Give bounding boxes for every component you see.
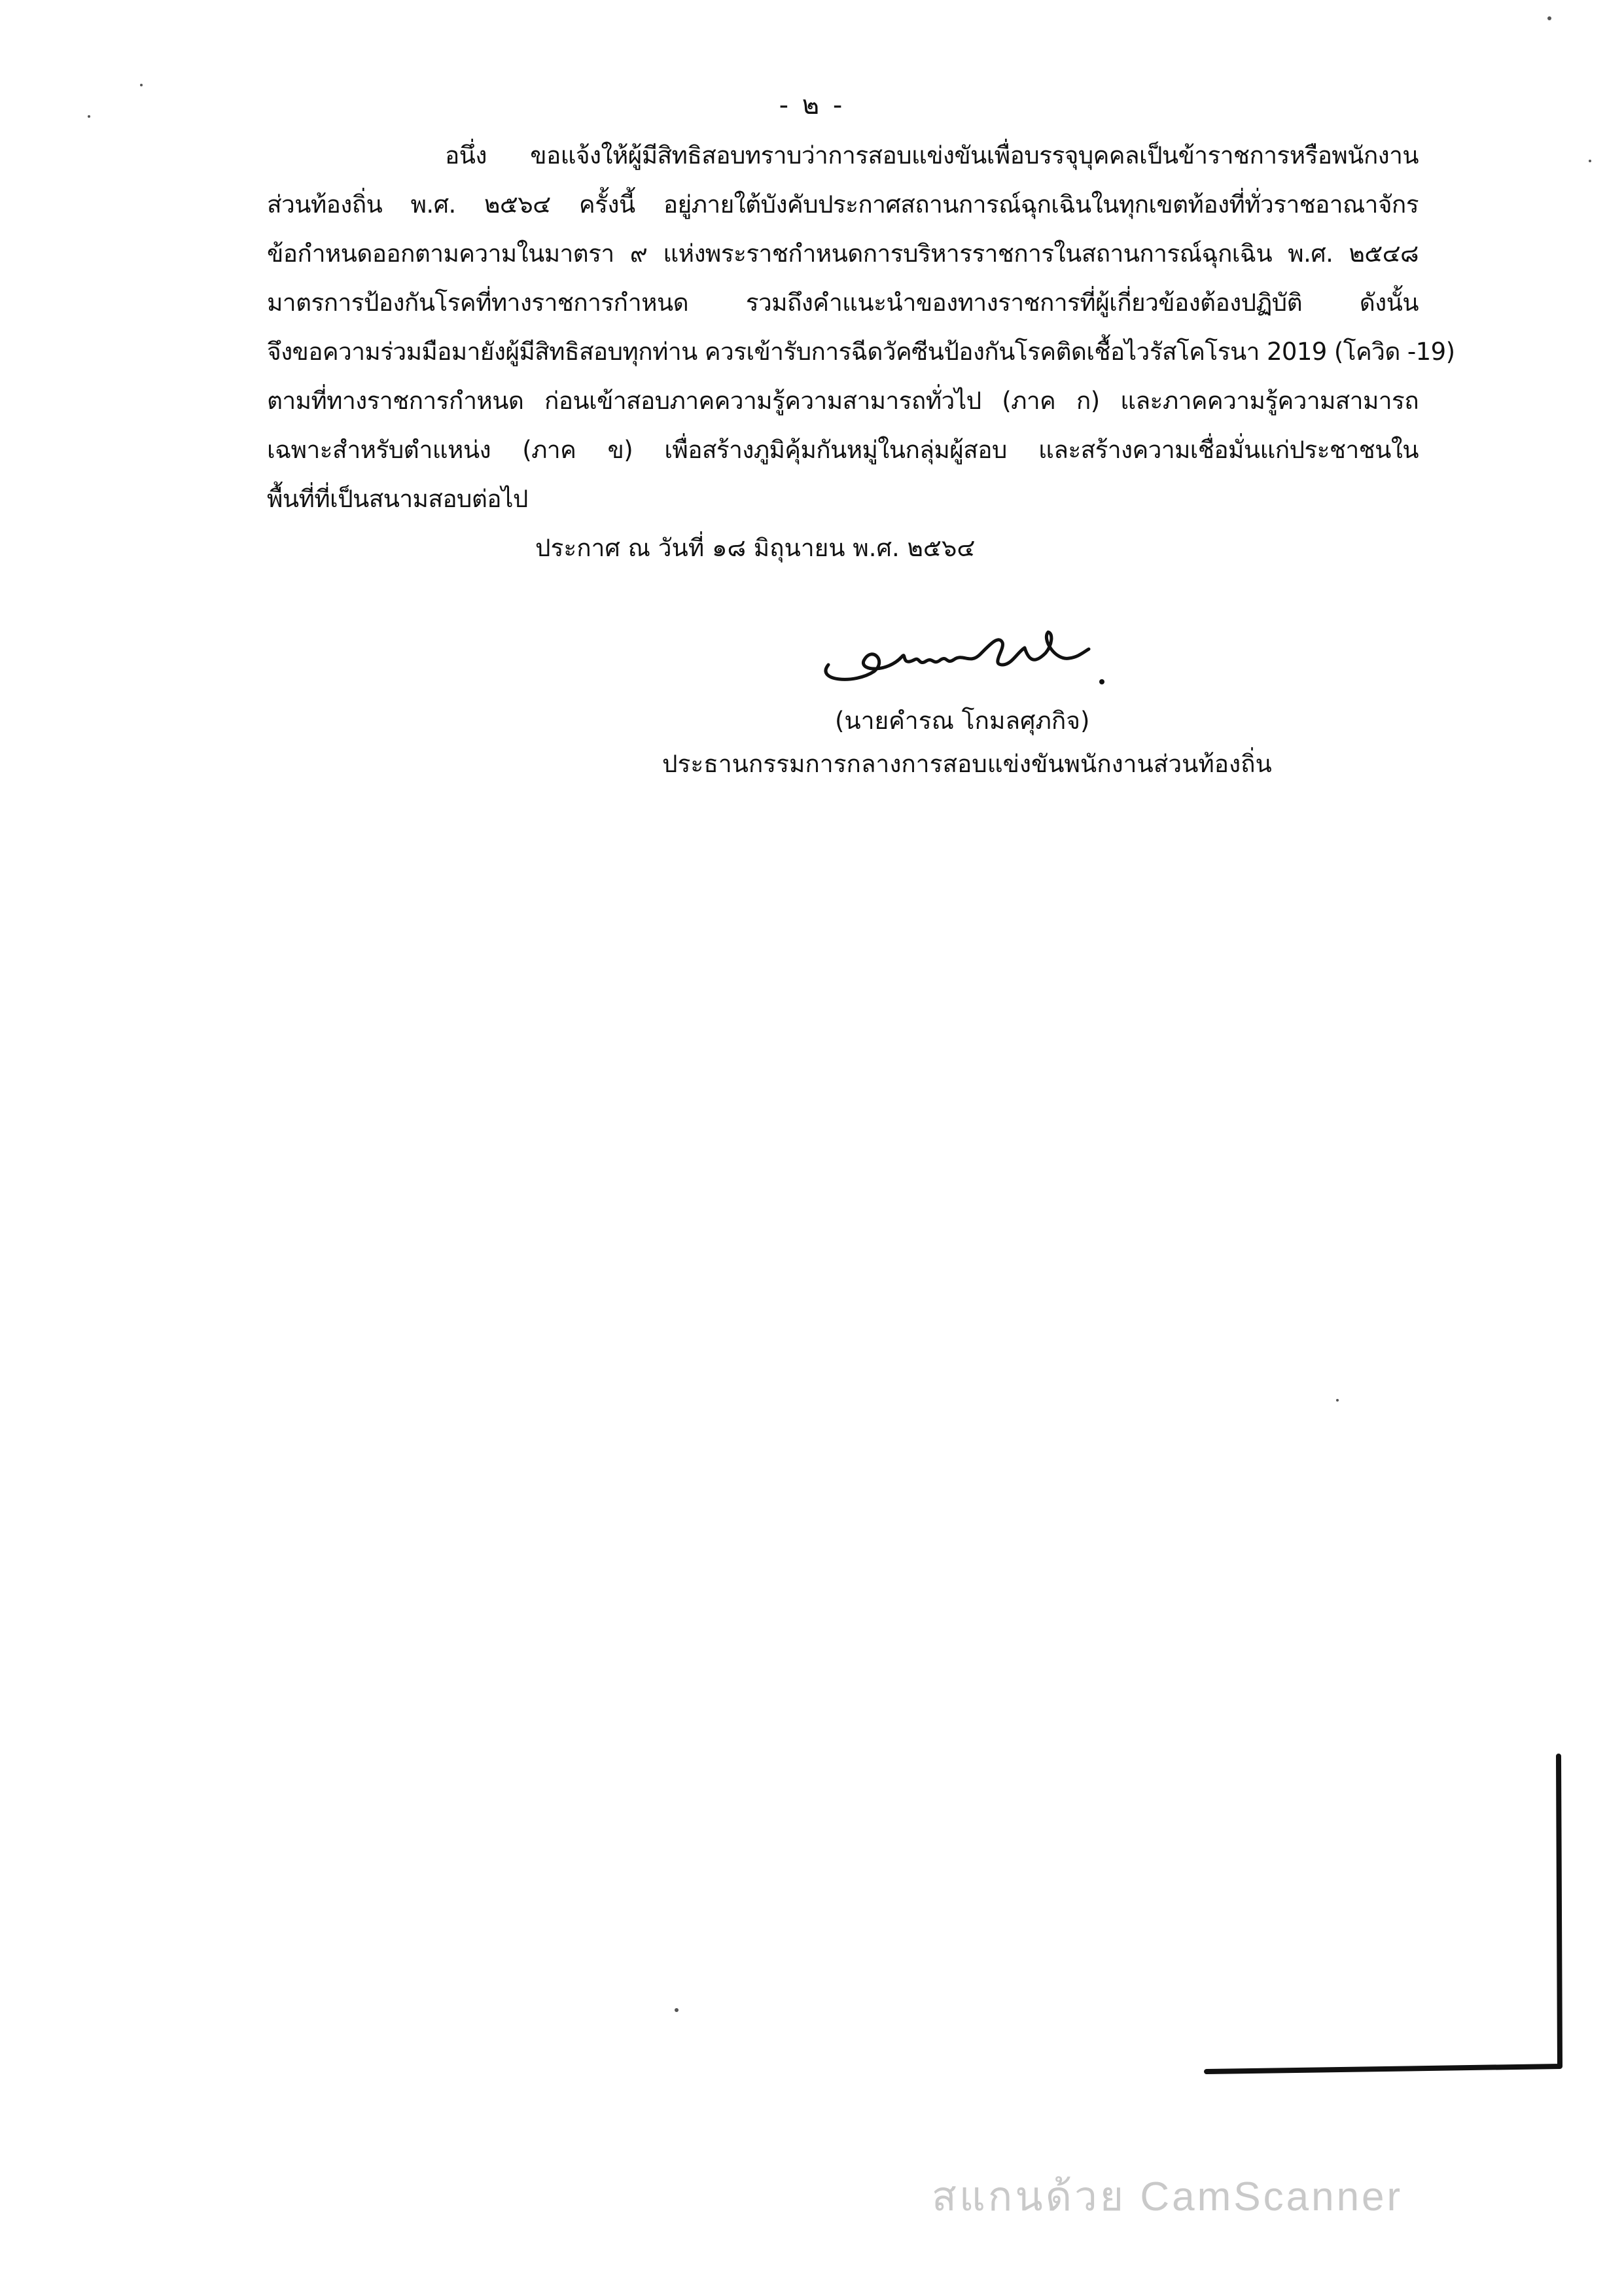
page-number: - ๒ - — [779, 90, 845, 120]
camscanner-watermark: สแกนด้วย CamScanner — [932, 2174, 1403, 2219]
body-line: ส่วนท้องถิ่น พ.ศ. ๒๕๖๔ ครั้งนี้ อยู่ภายใต้บังคับประกาศสถานการณ์ฉุกเฉินในทุกเขตท้องที่ทั่วราชอาณาจักร — [267, 190, 1419, 219]
announcement-date: ประกาศ ณ วันที่ ๑๘ มิถุนายน พ.ศ. ๒๕๖๔ — [535, 534, 976, 562]
body-line: จึงขอความร่วมมือมายังผู้มีสิทธิสอบทุกท่าน ควรเข้ารับการฉีดวัคซีนป้องกันโรคติดเชื้อไวรัสโคโรนา 2019 (โควิด -19) — [267, 338, 1455, 366]
body-line: เฉพาะสำหรับตำแหน่ง (ภาค ข) เพื่อสร้างภูมิคุ้มกันหมู่ในกลุ่มผู้สอบ และสร้างความเชื่อมั่นแก่ประชาชนใน — [267, 436, 1419, 464]
body-line: มาตรการป้องกันโรคที่ทางราชการกำหนด รวมถึงคำแนะนำของทางราชการที่ผู้เกี่ยวข้องต้องปฏิบัติ ดังนั้น — [267, 289, 1419, 317]
body-line: ตามที่ทางราชการกำหนด ก่อนเข้าสอบภาคความรู้ความสามารถทั่วไป (ภาค ก) และภาคความรู้ความสามารถ — [267, 387, 1419, 415]
body-line: ข้อกำหนดออกตามความในมาตรา ๙ แห่งพระราชกำหนดการบริหารราชการในสถานการณ์ฉุกเฉิน พ.ศ. ๒๕๔๘ — [267, 239, 1419, 268]
body-line: อนึ่ง ขอแจ้งให้ผู้มีสิทธิสอบทราบว่าการสอบแข่งขันเพื่อบรรจุบุคคลเป็นข้าราชการหรือพนักงาน — [445, 141, 1419, 169]
body-line: พื้นที่ที่เป็นสนามสอบต่อไป — [267, 485, 528, 513]
signer-title: ประธานกรรมการกลางการสอบแข่งขันพนักงานส่วนท้องถิ่น — [662, 750, 1272, 778]
signer-name: (นายคำรณ โกมลศุภกิจ) — [835, 707, 1090, 735]
body-paragraph — [267, 131, 1455, 523]
page-edge-shadow — [1207, 1756, 1560, 2072]
handwritten-signature — [809, 619, 1116, 691]
